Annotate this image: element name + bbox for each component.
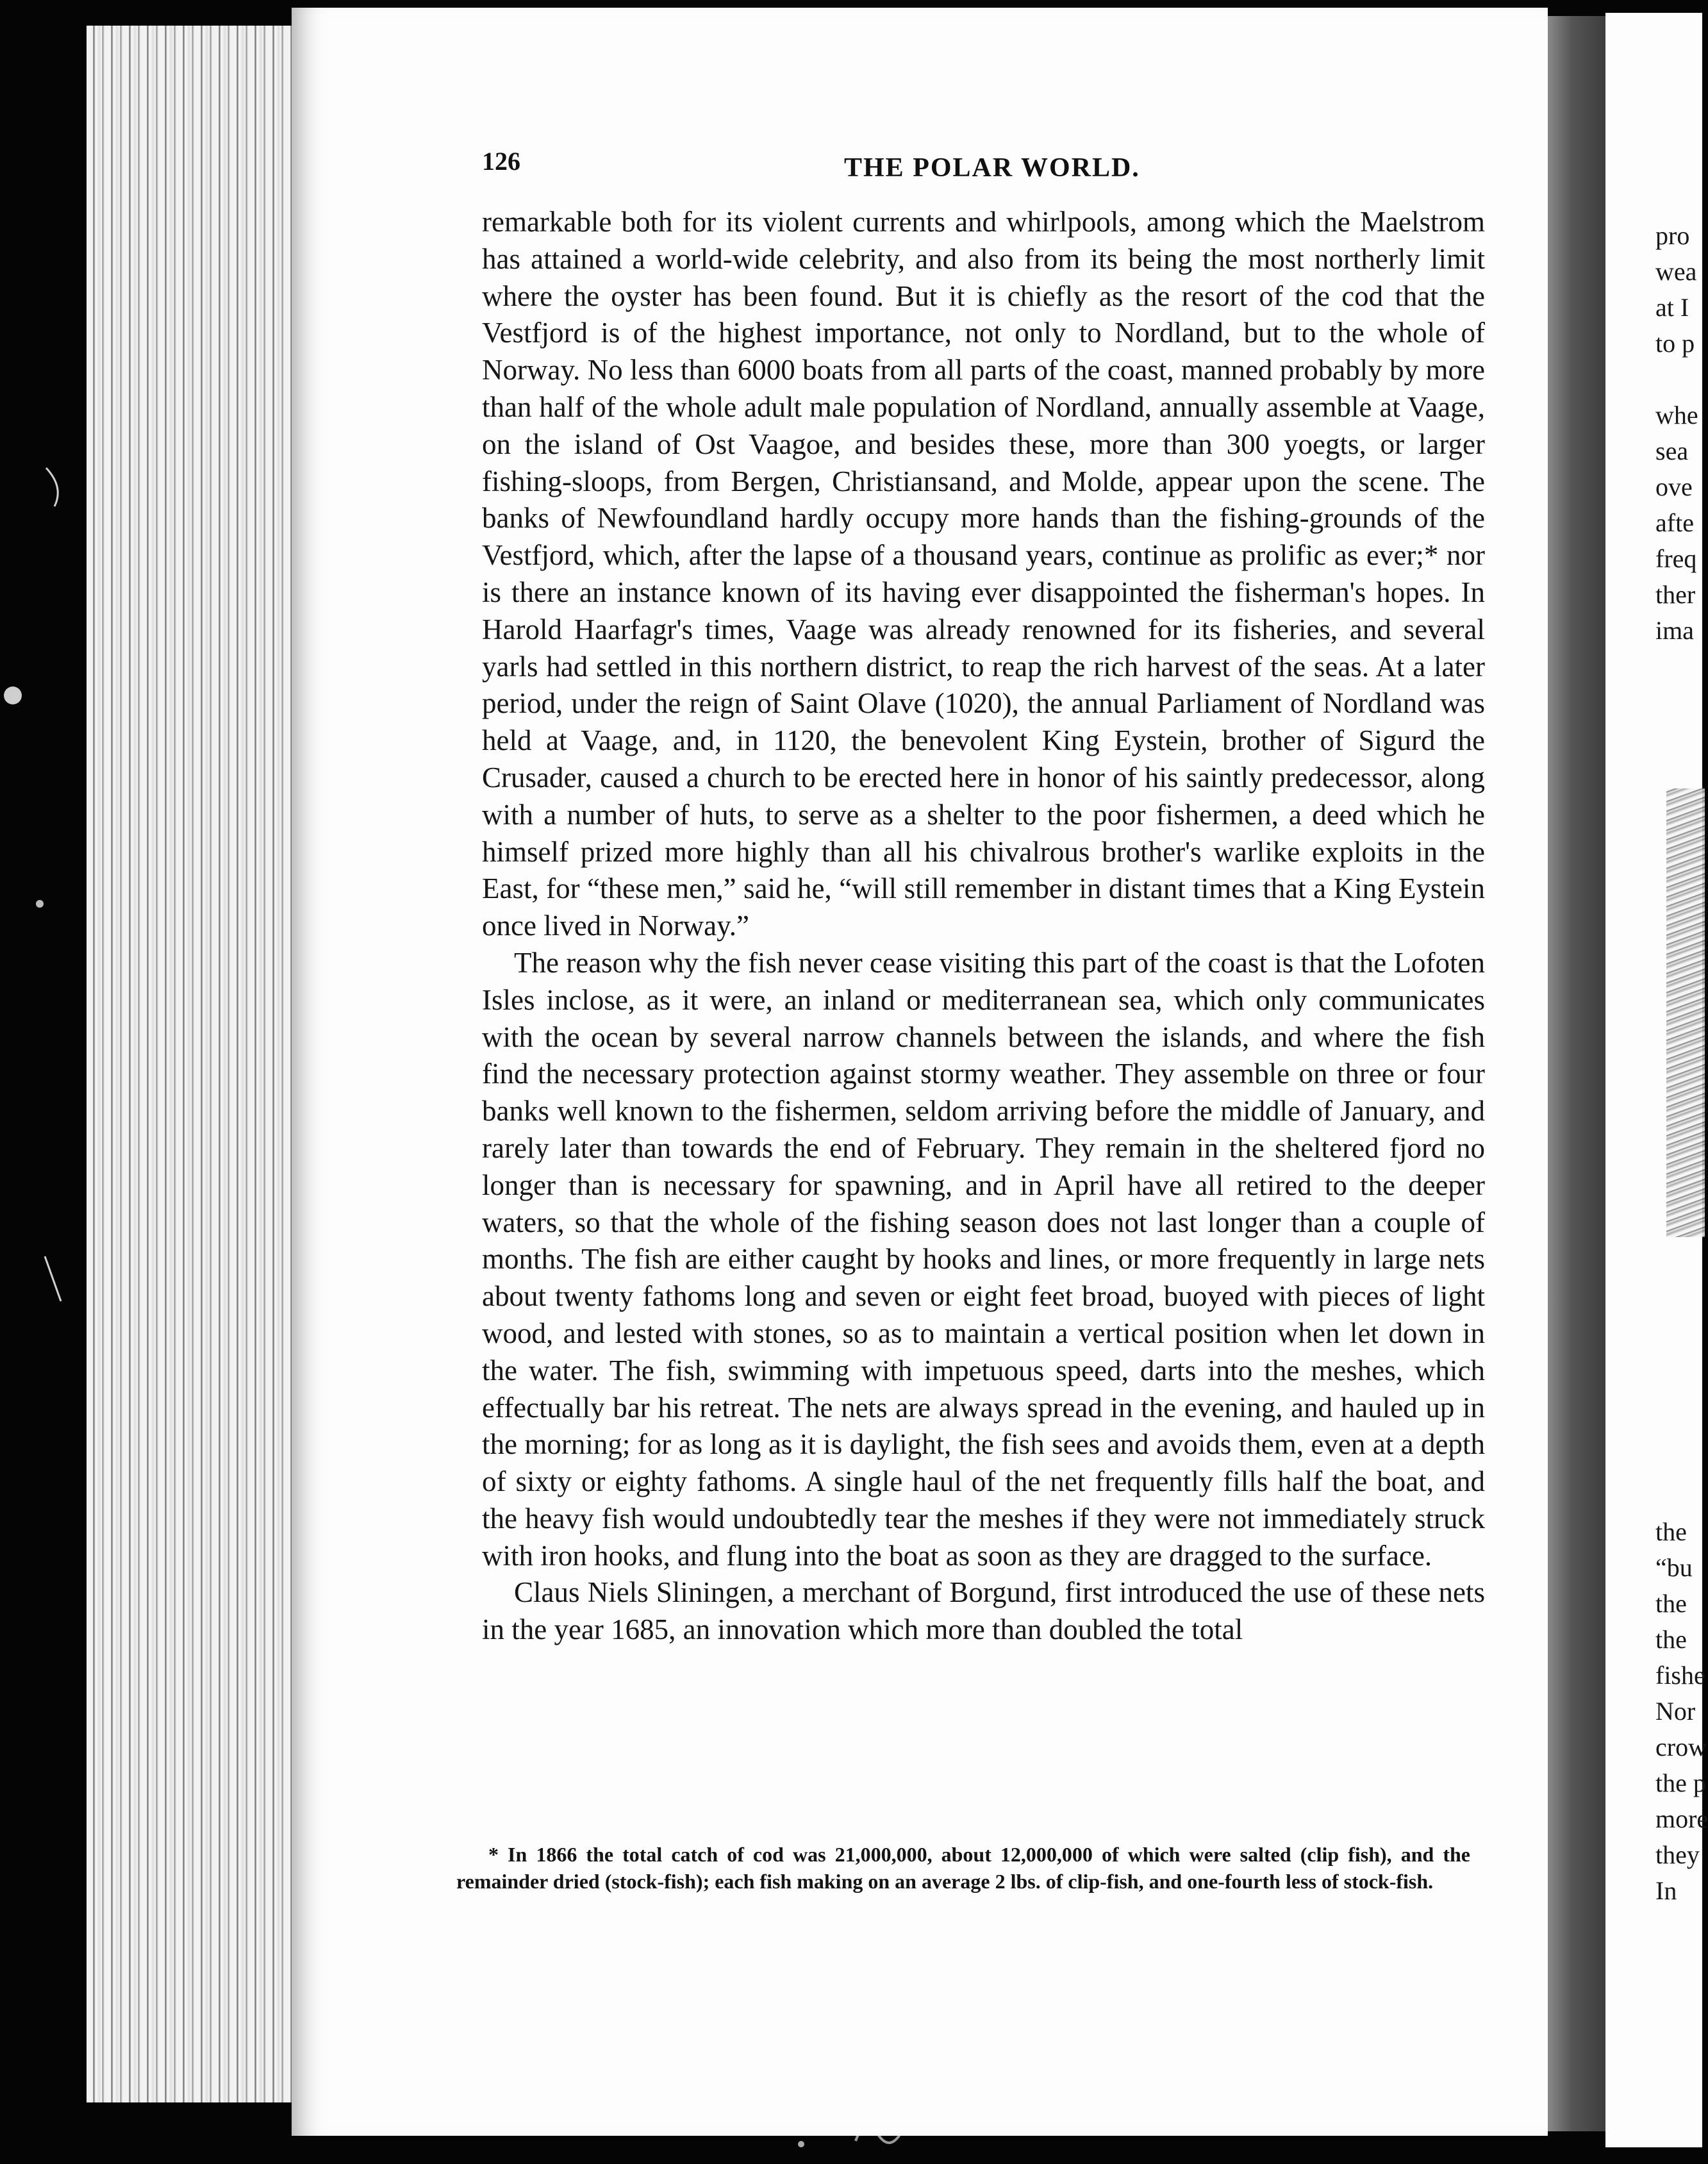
facing-page-line: freq [1655,544,1697,573]
facing-page-line: ther [1655,580,1696,609]
book-page-edges [87,26,292,2102]
facing-page-line: at I [1655,293,1689,322]
facing-page-text-top [1655,218,1698,649]
facing-page-line: In [1655,1876,1677,1905]
facing-page-line: the [1655,1517,1687,1546]
facing-page-line: whe [1655,401,1698,429]
facing-page-line: ima [1655,616,1694,645]
running-head: THE POLAR WORLD. [844,153,1140,183]
facing-page-line: fishe [1655,1661,1705,1690]
facing-page-line: the [1655,1589,1687,1618]
paragraph-2: The reason why the fish never cease visiting this part of the coast is that the Lofoten Isles inclose, as it were, an inland or mediterranean sea, which only communicates with the ocean by several narrow channels between the islands, and where the fish find the necessary protection against stormy weather. They assemble on three or four banks well known to the fishermen, seldom arriving before the middle of January, and rarely later than towards the end of February. They remain in the sheltered fjord no longer than is necessary for spawning, and in April have all retired to the deeper waters, so that the whole of the fishing season does not last longer than a couple of months. The fish are either caught by hooks and lines, or more frequently in large nets about twenty fathoms long and seven or eight feet broad, buoyed with pieces of light wood, and lested with stones, so as to maintain a vertical position when let down in the water. The fish, swimming with impetuous speed, darts into the meshes, which effectually bar his retreat. The nets are always spread in the evening, and hauled up in the morning; for as long as it is daylight, the fish sees and avoids them, even at a depth of sixty or eighty fathoms. A single haul of the net frequently fills half the boat, and the heavy fish would undoubtedly tear the meshes if they were not immediately struck with iron hooks, and flung into the boat as soon as they are dragged to the surface. [482,946,1485,1572]
facing-page-line: sea [1655,437,1689,465]
page-header [482,146,1482,191]
facing-page-line: to p [1655,329,1695,358]
facing-page-line: wea [1655,257,1697,286]
paragraph-3: Claus Niels Sliningen, a merchant of Borgund, first introduced the use of these nets in the year 1685, an innovation which more than doubled the total [482,1576,1485,1646]
paragraph-1: remarkable both for its violent currents and whirlpools, among which the Maelstrom has attained a world-wide celebrity, and also from its being the most northerly limit where the oyster has been found. But it is chiefly as the resort of the cod that the Vestfjord is of the highest importance, not only to Nordland, but to the whole of Norway. No less than 6000 boats from all parts of the coast, manned probably by more than half of the whole adult male population of Nordland, annually assemble at Vaage, on the island of Ost Vaagoe, and besides these, more than 300 yoegts, or larger fishing-sloops, from Bergen, Christiansand, and Molde, appear upon the scene. The banks of Newfoundland hardly occupy more hands than the fishing-grounds of the Vestfjord, which, after the lapse of a thousand years, continue as prolific as ever;* nor is there an instance known of its having ever disappointed the fisherman's hopes. In Harold Haarfagr's times, Vaage was already renowned for its fisheries, and several yarls had settled in this northern district, to reap the rich harvest of the seas. At a later period, under the reign of Saint Olave (1020), the annual Parliament of Nordland was held at Vaage, and, in 1120, the benevolent King Eystein, brother of Sigurd the Crusader, caused a church to be erected here in honor of his saintly predecessor, along with a number of huts, to serve as a shelter to the poor fishermen, a deed which he himself prized more highly than all his chivalrous brother's warlike exploits in the East, for “these men,” said he, “will still remember in distant times that a King Eystein once lived in Norway.” [482,206,1485,942]
facing-page-line [1655,362,1698,397]
book-gutter [1548,16,1609,2131]
facing-page-text-bottom [1655,1514,1708,1909]
facing-page-line: Nor [1655,1697,1696,1726]
facing-page-line: the [1655,1625,1687,1654]
body-text [482,204,1485,1649]
facing-page-line: crow [1655,1733,1707,1761]
facing-page-line: they [1655,1840,1700,1869]
facing-page-illustration-fragment [1666,788,1705,1237]
page-number: 126 [482,147,520,176]
facing-page-line: the p [1655,1769,1706,1797]
facing-page-line: afte [1655,508,1694,537]
facing-page-line: pro [1655,221,1690,250]
facing-page-line: “bu [1655,1553,1693,1582]
scan-speck [4,687,22,704]
facing-page-line: more [1655,1804,1708,1833]
footnote: * In 1866 the total catch of cod was 21,000,000, about 12,000,000 of which were salted (clip fish), and the remainder dried (stock-fish); each fish making on an average 2 lbs. of clip-fish, and one-fourth less of stock-fish. [456,1843,1470,1893]
facing-page-line: ove [1655,472,1693,501]
